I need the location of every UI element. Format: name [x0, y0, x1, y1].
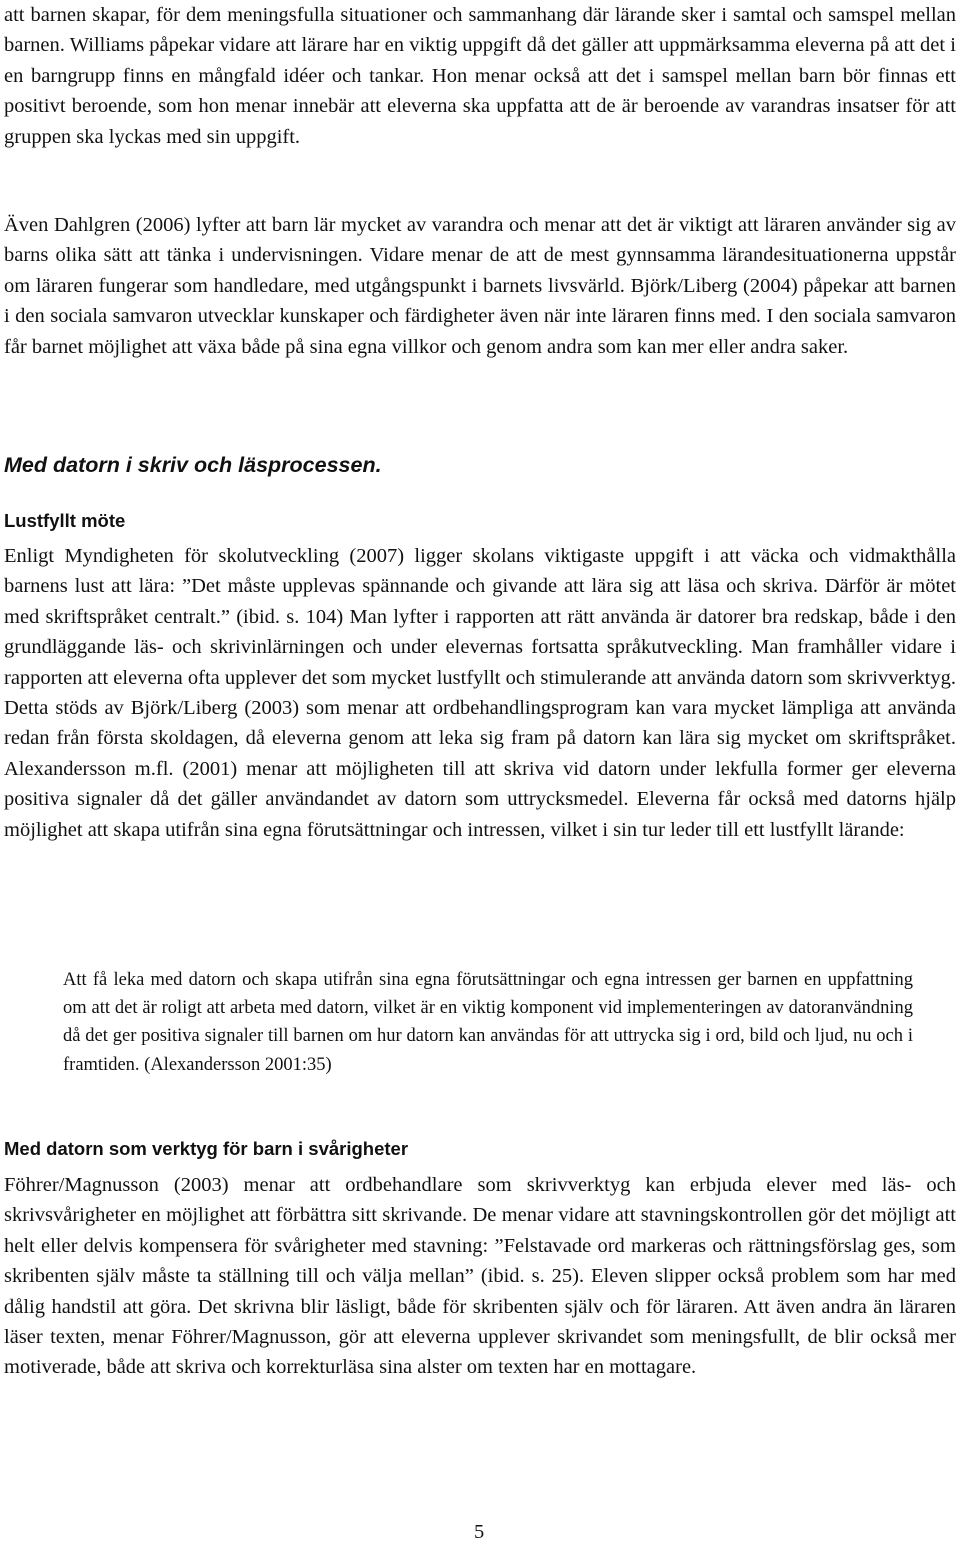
paragraph-myndigheten: Enligt Myndigheten för skolutveckling (2007) ligger skolans viktigaste uppgift i att väcka och vidmakthålla barnens lust att lära: ”Det måste upplevas spännande och givande att lära sig att läsa och skriva. Därför är mötet med skriftspråket centralt.” (ibid. s. 104) Man lyfter i rapporten att rätt använda är datorer bra redskap, både i den grundläggande läs- och skrivinlärningen och under elevernas fortsatta språkutveckling. Man framhåller vidare i rapporten att eleverna ofta upplever det som mycket lustfyllt och stimulerande att använda datorn som skrivverktyg. Detta stöds av Björk/Liberg (2003) som menar att ordbehandlingsprogram kan vara mycket lämpliga att använda redan från första skoldagen, då eleverna genom att leka sig fram på datorn kan lära sig mycket om skriftspråket. Alexandersson m.fl. (2001) menar att möjligheten till att skriva vid datorn under lekfulla former ger eleverna positiva signaler då det gäller användandet av datorn som uttrycksmedel. Eleverna får också med datorns hjälp möjlighet att skapa utifrån sina egna förutsättningar och intressen, vilket i sin tur leder till ett lustfyllt lärande: — [4, 545, 956, 841]
block-quote: Att få leka med datorn och skapa utifrån sina egna förutsättningar och egna intressen ger barnen en uppfattning om att det är roligt att arbeta med datorn, vilket är en viktig komponent vid implementeringen av datoranvändning då det ger positiva signaler till barnen om hur datorn kan användas för att uttrycka sig i ord, bild och ljud, nu och i framtiden. (Alexandersson 2001:35) — [63, 970, 913, 1075]
paragraph-fohrer: Föhrer/Magnusson (2003) menar att ordbehandlare som skrivverktyg kan erbjuda elever med läs- och skrivsvårigheter en möjlighet att förbättra sitt skrivande. De menar vidare att stavningskontrollen gör det möjligt att helt eller delvis kompensera för svårigheter med stavning: ”Felstavade ord markeras och rättningsförslag ges, som skribenten själv måste ta ställning till och välja mellan” (ibid. s. 25). Eleven slipper också problem som har med dålig handstil att göra. Det skrivna blir läsligt, både för skribenten själv och för läraren. Att även andra än läraren läser texten, menar Föhrer/Magnusson, gör att eleverna upplever skrivandet som meningsfullt, de blir också mer motiverade, både att skriva och korrekturläsa sina alster om texten har en mottagare. — [4, 1174, 956, 1379]
page-number: 5 — [474, 1521, 485, 1543]
section-heading-main: Med datorn i skriv och läsprocessen. — [4, 453, 382, 477]
subheading-svarigheter: Med datorn som verktyg för barn i svårigheter — [4, 1138, 409, 1159]
paragraph-intro: att barnen skapar, för dem meningsfulla situationer och sammanhang där lärande sker i samtal och samspel mellan barnen. Williams påpekar vidare att lärare har en viktig uppgift då det gäller att uppmärksamma eleverna på att det i en barngrupp finns en mångfald idéer och tankar. Hon menar också att det i samspel mellan barn bör finnas ett positivt beroende, som hon menar innebär att eleverna ska uppfatta att de är beroende av varandras insatser för att gruppen ska lyckas med sin uppgift. — [4, 4, 956, 148]
subheading-lustfyllt: Lustfyllt möte — [4, 510, 126, 531]
paragraph-dahlgren: Även Dahlgren (2006) lyfter att barn lär mycket av varandra och menar att det är viktigt att läraren använder sig av barns olika sätt att tänka i undervisningen. Vidare menar de att de mest gynnsamma lärandesituationerna uppstår om läraren fungerar som handledare, med utgångspunkt i barnets livsvärld. Björk/Liberg (2004) påpekar att barnen i den sociala samvaron utvecklar kunskaper och färdigheter även när inte läraren finns med. I den sociala samvaron får barnet möjlighet att växa både på sina egna villkor och genom andra som kan mer eller andra saker. — [4, 214, 956, 358]
